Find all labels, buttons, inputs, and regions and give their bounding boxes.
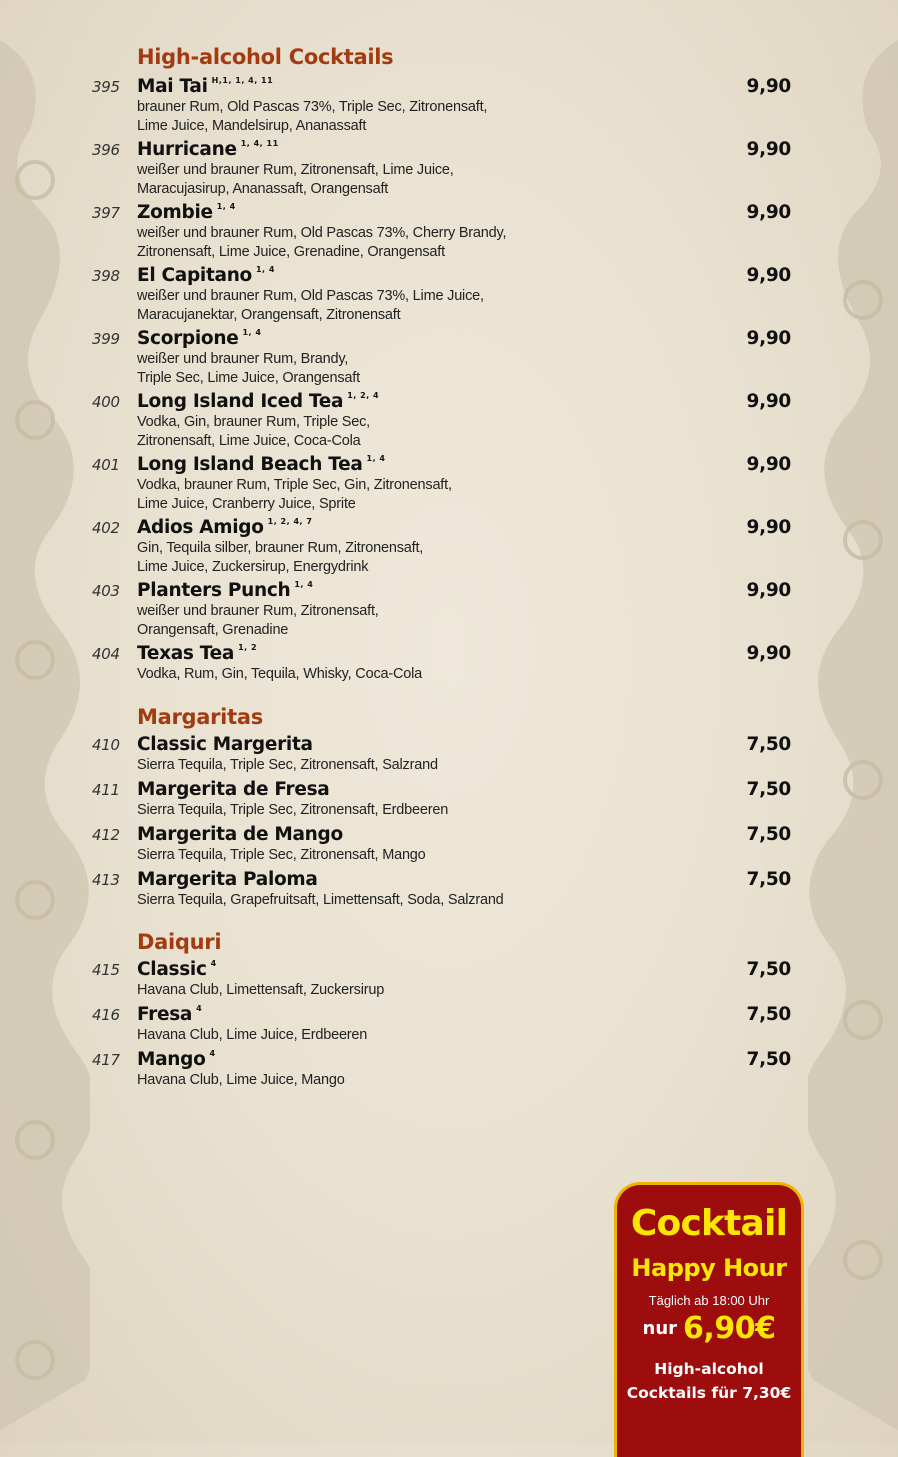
item-footnotes: 1, 4 <box>294 580 314 589</box>
item-footnotes: 1, 2 <box>238 643 258 652</box>
item-name: Margerita de Fresa <box>137 779 330 800</box>
item-number: 415 <box>92 961 120 979</box>
item-name: Mango $^4$ <box>137 1049 216 1070</box>
item-number: 413 <box>92 871 120 889</box>
item-footnotes: 4 <box>209 1049 216 1058</box>
item-number: 416 <box>92 1006 120 1024</box>
item-description: Sierra Tequila, Grapefruitsaft, Limettensaft, Soda, Salzrand <box>137 892 504 908</box>
badge-subtitle: Happy Hour <box>631 1254 787 1282</box>
item-name: El Capitano $^{1, 4}$ <box>137 265 275 286</box>
item-number: 412 <box>92 826 120 844</box>
item-name: Margerita de Mango <box>137 824 343 845</box>
badge-price: 6,90€ <box>683 1311 776 1346</box>
happy-hour-badge <box>614 1182 804 1457</box>
item-number: 397 <box>92 204 120 222</box>
right-ornament-border <box>808 0 898 1442</box>
item-description: weißer und brauner Rum, Old Pascas 73%, Cherry Brandy, Zitronensaft, Lime Juice, Grenadine, Orangensaft <box>137 225 507 260</box>
item-price: 9,90 <box>746 265 791 286</box>
item-price: 7,50 <box>746 959 791 980</box>
item-price: 9,90 <box>746 517 791 538</box>
badge-price-row <box>617 1311 801 1346</box>
item-name: Long Island Iced Tea $^{1, 2, 4}$ <box>137 391 380 412</box>
item-footnotes: 1, 4 <box>242 328 262 337</box>
item-description: Havana Club, Lime Juice, Mango <box>137 1072 345 1088</box>
item-footnotes: 4 <box>196 1004 203 1013</box>
item-description: Havana Club, Limettensaft, Zuckersirup <box>137 982 385 998</box>
item-name: Fresa $^4$ <box>137 1004 203 1025</box>
item-price: 7,50 <box>746 734 791 755</box>
item-description: Sierra Tequila, Triple Sec, Zitronensaft, Mango <box>137 847 426 863</box>
item-price: 9,90 <box>746 328 791 349</box>
item-footnotes: 1, 2, 4 <box>347 391 380 400</box>
section-title-daiquri: Daiquri <box>137 930 222 954</box>
item-footnotes: 1, 4 <box>255 265 275 274</box>
item-price: 9,90 <box>746 202 791 223</box>
item-number: 411 <box>92 781 120 799</box>
item-name: Classic Margerita <box>137 734 313 755</box>
badge-time: Täglich ab 18:00 Uhr <box>648 1293 770 1308</box>
item-footnotes: 1, 2, 4, 7 <box>267 517 313 526</box>
item-number: 417 <box>92 1051 120 1069</box>
badge-title: Cocktail <box>630 1203 788 1244</box>
item-description: weißer und brauner Rum, Old Pascas 73%, Lime Juice, Maracujanektar, Orangensaft, Zitronensaft <box>137 288 484 323</box>
item-number: 395 <box>92 78 120 96</box>
left-ornament-border <box>0 0 90 1442</box>
item-description: Vodka, Gin, brauner Rum, Triple Sec, Zitronensaft, Lime Juice, Coca-Cola <box>137 414 370 449</box>
badge-note: High-alcohol Cocktails für 7,30€ <box>626 1360 792 1402</box>
item-price: 7,50 <box>746 1049 791 1070</box>
item-price: 7,50 <box>746 824 791 845</box>
item-number: 404 <box>92 645 120 663</box>
item-description: weißer und brauner Rum, Zitronensaft, Lime Juice, Maracujasirup, Ananassaft, Orangensaft <box>137 162 454 197</box>
item-number: 403 <box>92 582 120 600</box>
section-title-high-alcohol: High-alcohol Cocktails <box>137 45 394 69</box>
item-footnotes: 1, 4, 11 <box>240 139 279 148</box>
item-footnotes: 4 <box>210 959 217 968</box>
item-description: Havana Club, Lime Juice, Erdbeeren <box>137 1027 368 1043</box>
item-description: Gin, Tequila silber, brauner Rum, Zitronensaft, Lime Juice, Zuckersirup, Energydrink <box>137 540 424 575</box>
item-name: Classic $^4$ <box>137 959 217 980</box>
item-price: 9,90 <box>746 580 791 601</box>
item-name: Zombie $^{1, 4}$ <box>137 202 236 223</box>
item-number: 396 <box>92 141 120 159</box>
item-number: 410 <box>92 736 120 754</box>
item-price: 7,50 <box>746 869 791 890</box>
item-footnotes: 1, 4 <box>366 454 386 463</box>
item-price: 9,90 <box>746 454 791 475</box>
item-description: Vodka, Rum, Gin, Tequila, Whisky, Coca-Cola <box>137 666 423 682</box>
item-price: 9,90 <box>746 76 791 97</box>
item-price: 7,50 <box>746 779 791 800</box>
item-footnotes: 1, 4 <box>216 202 236 211</box>
item-footnotes: H,1, 1, 4, 11 <box>211 76 274 85</box>
item-name: Adios Amigo $^{1, 2, 4, 7}$ <box>137 517 313 538</box>
item-name: Texas Tea $^{1, 2}$ <box>137 643 258 664</box>
item-number: 398 <box>92 267 120 285</box>
item-name: Hurricane $^{1, 4, 11}$ <box>137 139 279 160</box>
item-price: 9,90 <box>746 139 791 160</box>
item-number: 399 <box>92 330 120 348</box>
item-number: 402 <box>92 519 120 537</box>
item-price: 7,50 <box>746 1004 791 1025</box>
item-name: Mai Tai $^{H,1, 1, 4, 11}$ <box>137 76 274 97</box>
item-description: weißer und brauner Rum, Brandy, Triple Sec, Lime Juice, Orangensaft <box>137 351 360 386</box>
item-name: Planters Punch $^{1, 4}$ <box>137 580 314 601</box>
item-price: 9,90 <box>746 643 791 664</box>
item-name: Scorpione $^{1, 4}$ <box>137 328 262 349</box>
item-description: brauner Rum, Old Pascas 73%, Triple Sec, Zitronensaft, Lime Juice, Mandelsirup, Ananassaft <box>137 99 488 134</box>
item-description: Sierra Tequila, Triple Sec, Zitronensaft, Salzrand <box>137 757 438 773</box>
item-number: 400 <box>92 393 120 411</box>
item-number: 401 <box>92 456 120 474</box>
item-description: weißer und brauner Rum, Zitronensaft, Orangensaft, Grenadine <box>137 603 379 638</box>
badge-nur: nur <box>642 1318 678 1339</box>
item-description: Sierra Tequila, Triple Sec, Zitronensaft, Erdbeeren <box>137 802 449 818</box>
item-price: 9,90 <box>746 391 791 412</box>
item-name: Long Island Beach Tea $^{1, 4}$ <box>137 454 386 475</box>
section-title-margaritas: Margaritas <box>137 705 263 729</box>
item-description: Vodka, brauner Rum, Triple Sec, Gin, Zitronensaft, Lime Juice, Cranberry Juice, Sprite <box>137 477 452 512</box>
item-name: Margerita Paloma <box>137 869 318 890</box>
